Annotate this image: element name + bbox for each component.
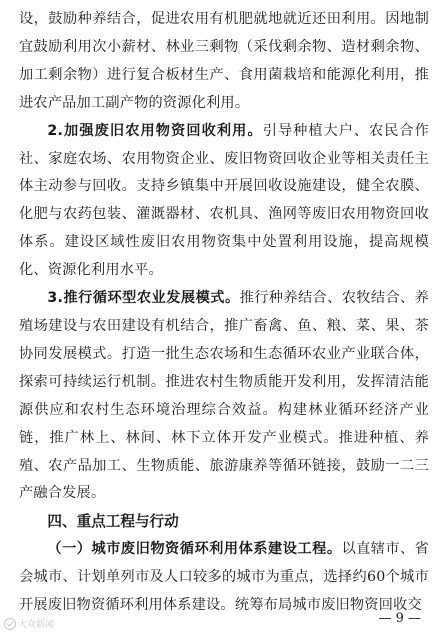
paragraph-urban-recycling xyxy=(19,536,429,620)
paragraph-heading: 3.推行循环型农业发展模式。 xyxy=(47,290,240,307)
paragraph-recycling xyxy=(19,118,429,285)
subsection-heading: （一）城市废旧物资循环利用体系建设工程。 xyxy=(47,541,342,558)
watermark xyxy=(4,617,54,630)
paragraph-circular-agriculture xyxy=(19,285,429,508)
paragraph-text: 以直辖市、省会城市、计划单列市及人口较多的城市为重点，选择约60个城市开展废旧物资循环利用体系建设。统筹布局城市废旧物资回收交 xyxy=(19,541,429,614)
paragraph-text: 推行种养结合、农牧结合、养殖场建设与农田建设有机结合，推广畜禽、鱼、粮、菜、果、茶协同发展模式。打造一批生态农场和生态循环农业产业联合体，探索可持续运行机制。推进农村生物质能开发利用，发挥清洁能源供应和农村生态环境治理综合效益。构建林业循环经济产业链，推广林上、林间、林下立体开发产业模式。推进种植、养殖、农产品加工、生物质能、旅游康养等循环链接，鼓励一二三产融合发展。 xyxy=(19,290,429,502)
page-number: — 9 — xyxy=(378,611,421,626)
paragraph-heading: 2.加强废旧农用物资回收利用。 xyxy=(47,122,263,139)
paragraph-text: 设，鼓励种养结合，促进农用有机肥就地就近还田利用。因地制宜鼓励利用次小薪材、林业三剩物（采伐剩余物、造材剩余物、加工剩余物）进行复合板材生产、食用菌栽培和能源化利用，推进农产品加工副产物的资源化利用。 xyxy=(19,11,429,111)
section-heading: 四、重点工程与行动 xyxy=(47,513,179,531)
paragraph-text: 引导种植大户、农民合作社、家庭农场、农用物资企业、废旧物资回收企业等相关责任主体主动参与回收。支持乡镇集中开展回收设施建设，健全农膜、化肥与农药包装、灌溉器材、农机具、渔网等废旧农用物资回收体系。建设区域性废旧农用物资集中处置利用设施，提高规模化、资源化利用水平。 xyxy=(19,122,430,279)
checkmark-circle-icon xyxy=(4,618,16,630)
paragraph-continuation xyxy=(19,6,429,118)
watermark-text: 大众新闻 xyxy=(18,620,55,630)
